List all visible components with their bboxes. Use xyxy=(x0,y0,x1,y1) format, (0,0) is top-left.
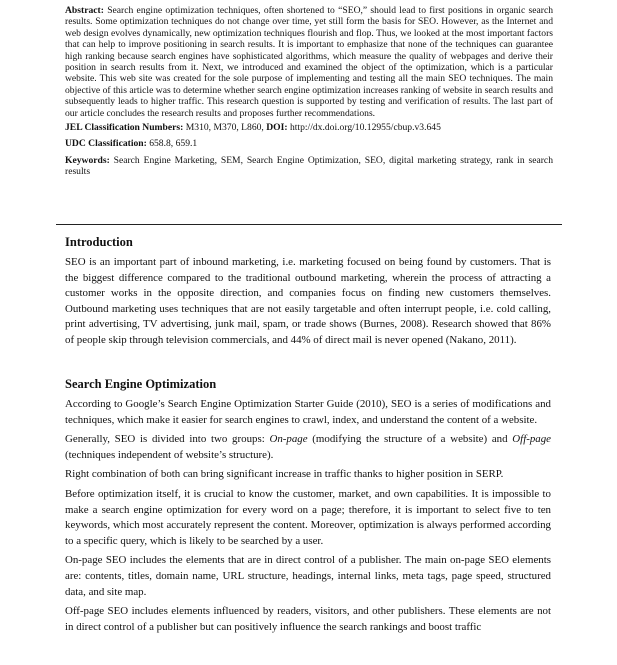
udc-line xyxy=(65,138,553,149)
seo-paragraph-5: On-page SEO includes the elements that are in direct control of a publisher. The main on-page SEO elements are: contents, titles, domain name, URL structure, headings, internal links, meta tags, page speed, structured data, and site map. xyxy=(65,554,551,598)
abstract-paragraph xyxy=(65,5,553,119)
seo-p2-text-b: (modifying the structure of a website) and xyxy=(307,433,513,446)
udc-value: 658.8, 659.1 xyxy=(146,138,198,150)
abstract-label: Abstract: xyxy=(65,5,104,16)
doi-label: DOI: xyxy=(263,122,288,134)
seo-paragraph-3: Right combination of both can bring significant increase in traffic thanks to higher position in SERP. xyxy=(65,468,504,481)
doi-link[interactable]: http://dx.doi.org/10.12955/cbup.v3.645 xyxy=(287,122,441,134)
introduction-heading: Introduction xyxy=(65,235,133,249)
abstract-text: Search engine optimization techniques, often shortened to “SEO,” should lead to first positions in organic search results. Some optimization techniques do not change over time, yet still form the basis for SEO. However, as the Internet and web design evolves dynamically, new optimization techniques flourish and flop. Thus, we looked at the most important factors that can help to improve positioning in search results. It is important to emphasize that none of the techniques can guarantee high ranking because search engines have sophisticated algorithms, which measure the quality of webpages and derive their position in search results from it. Next, we introduced and examined the object of the optimization, which is a particular website. This web site was created for the sole purpose of implementing and testing all the main SEO techniques. The main objective of this article was to determine whether search engine optimization increases ranking of website in search results and subsequently leads to higher traffic. This research question is supported by testing and verification of results. The last part of our article concludes the research results and proposes further recommendations. xyxy=(65,5,553,119)
seo-section xyxy=(65,376,551,635)
jel-value: M310, M370, L860, xyxy=(183,122,264,134)
udc-label: UDC Classification: xyxy=(65,138,147,150)
introduction-paragraph: SEO is an important part of inbound marketing, i.e. marketing focused on being found by customers. That is the biggest difference compared to the traditional outbound marketing, wherein the process of attracting a customer works in the opposite direction, and companies focus on finding new customers themselves. Outbound marketing uses techniques that are not easily targetable and often interrupt people, i.e. cold calling, print advertising, TV advertising, junk mail, spam, or trade shows (Burnes, 2008). Research showed that 86% of people skip through television commercials, and 44% of direct mail is never opened (Nakano, 2011). xyxy=(65,256,551,346)
seo-paragraph-1: According to Google’s Search Engine Optimization Starter Guide (2010), SEO is a series of modifications and techniques, which make it easier for search engines to crawl, index, and understand the content of a website. xyxy=(65,398,551,426)
off-page-term: Off-page xyxy=(512,433,552,446)
introduction-section xyxy=(65,234,551,349)
seo-paragraph-4: Before optimization itself, it is crucial to know the customer, market, and own capabilities. It is impossible to make a search engine optimization for every word on a page; therefore, it is important to select five to ten keywords, which most accurately represent the content. Moreover, optimization is always performed according to a specific query, which is likely to be searched by a user. xyxy=(65,487,551,547)
keywords-value: Search Engine Marketing, SEM, Search Engine Optimization, SEO, digital marketing strategy, rank in search results xyxy=(65,154,553,178)
seo-p2-text-c: (techniques independent of website’s structure). xyxy=(65,448,274,461)
keywords-line xyxy=(65,155,553,178)
on-page-term: On-page xyxy=(269,433,308,446)
seo-p2-text-a: Generally, SEO is divided into two groups: xyxy=(65,433,270,446)
keywords-label: Keywords: xyxy=(65,154,110,166)
seo-paragraph-2 xyxy=(65,432,551,463)
jel-line xyxy=(65,122,553,133)
seo-heading: Search Engine Optimization xyxy=(65,377,217,391)
seo-paragraph-6: Off-page SEO includes elements influenced by readers, visitors, and other publishers. These elements are not in direct control of a publisher but can positively influence the search rankings and boost traffic xyxy=(65,605,551,633)
abstract-box xyxy=(56,0,562,225)
jel-label: JEL Classification Numbers: xyxy=(65,122,184,134)
